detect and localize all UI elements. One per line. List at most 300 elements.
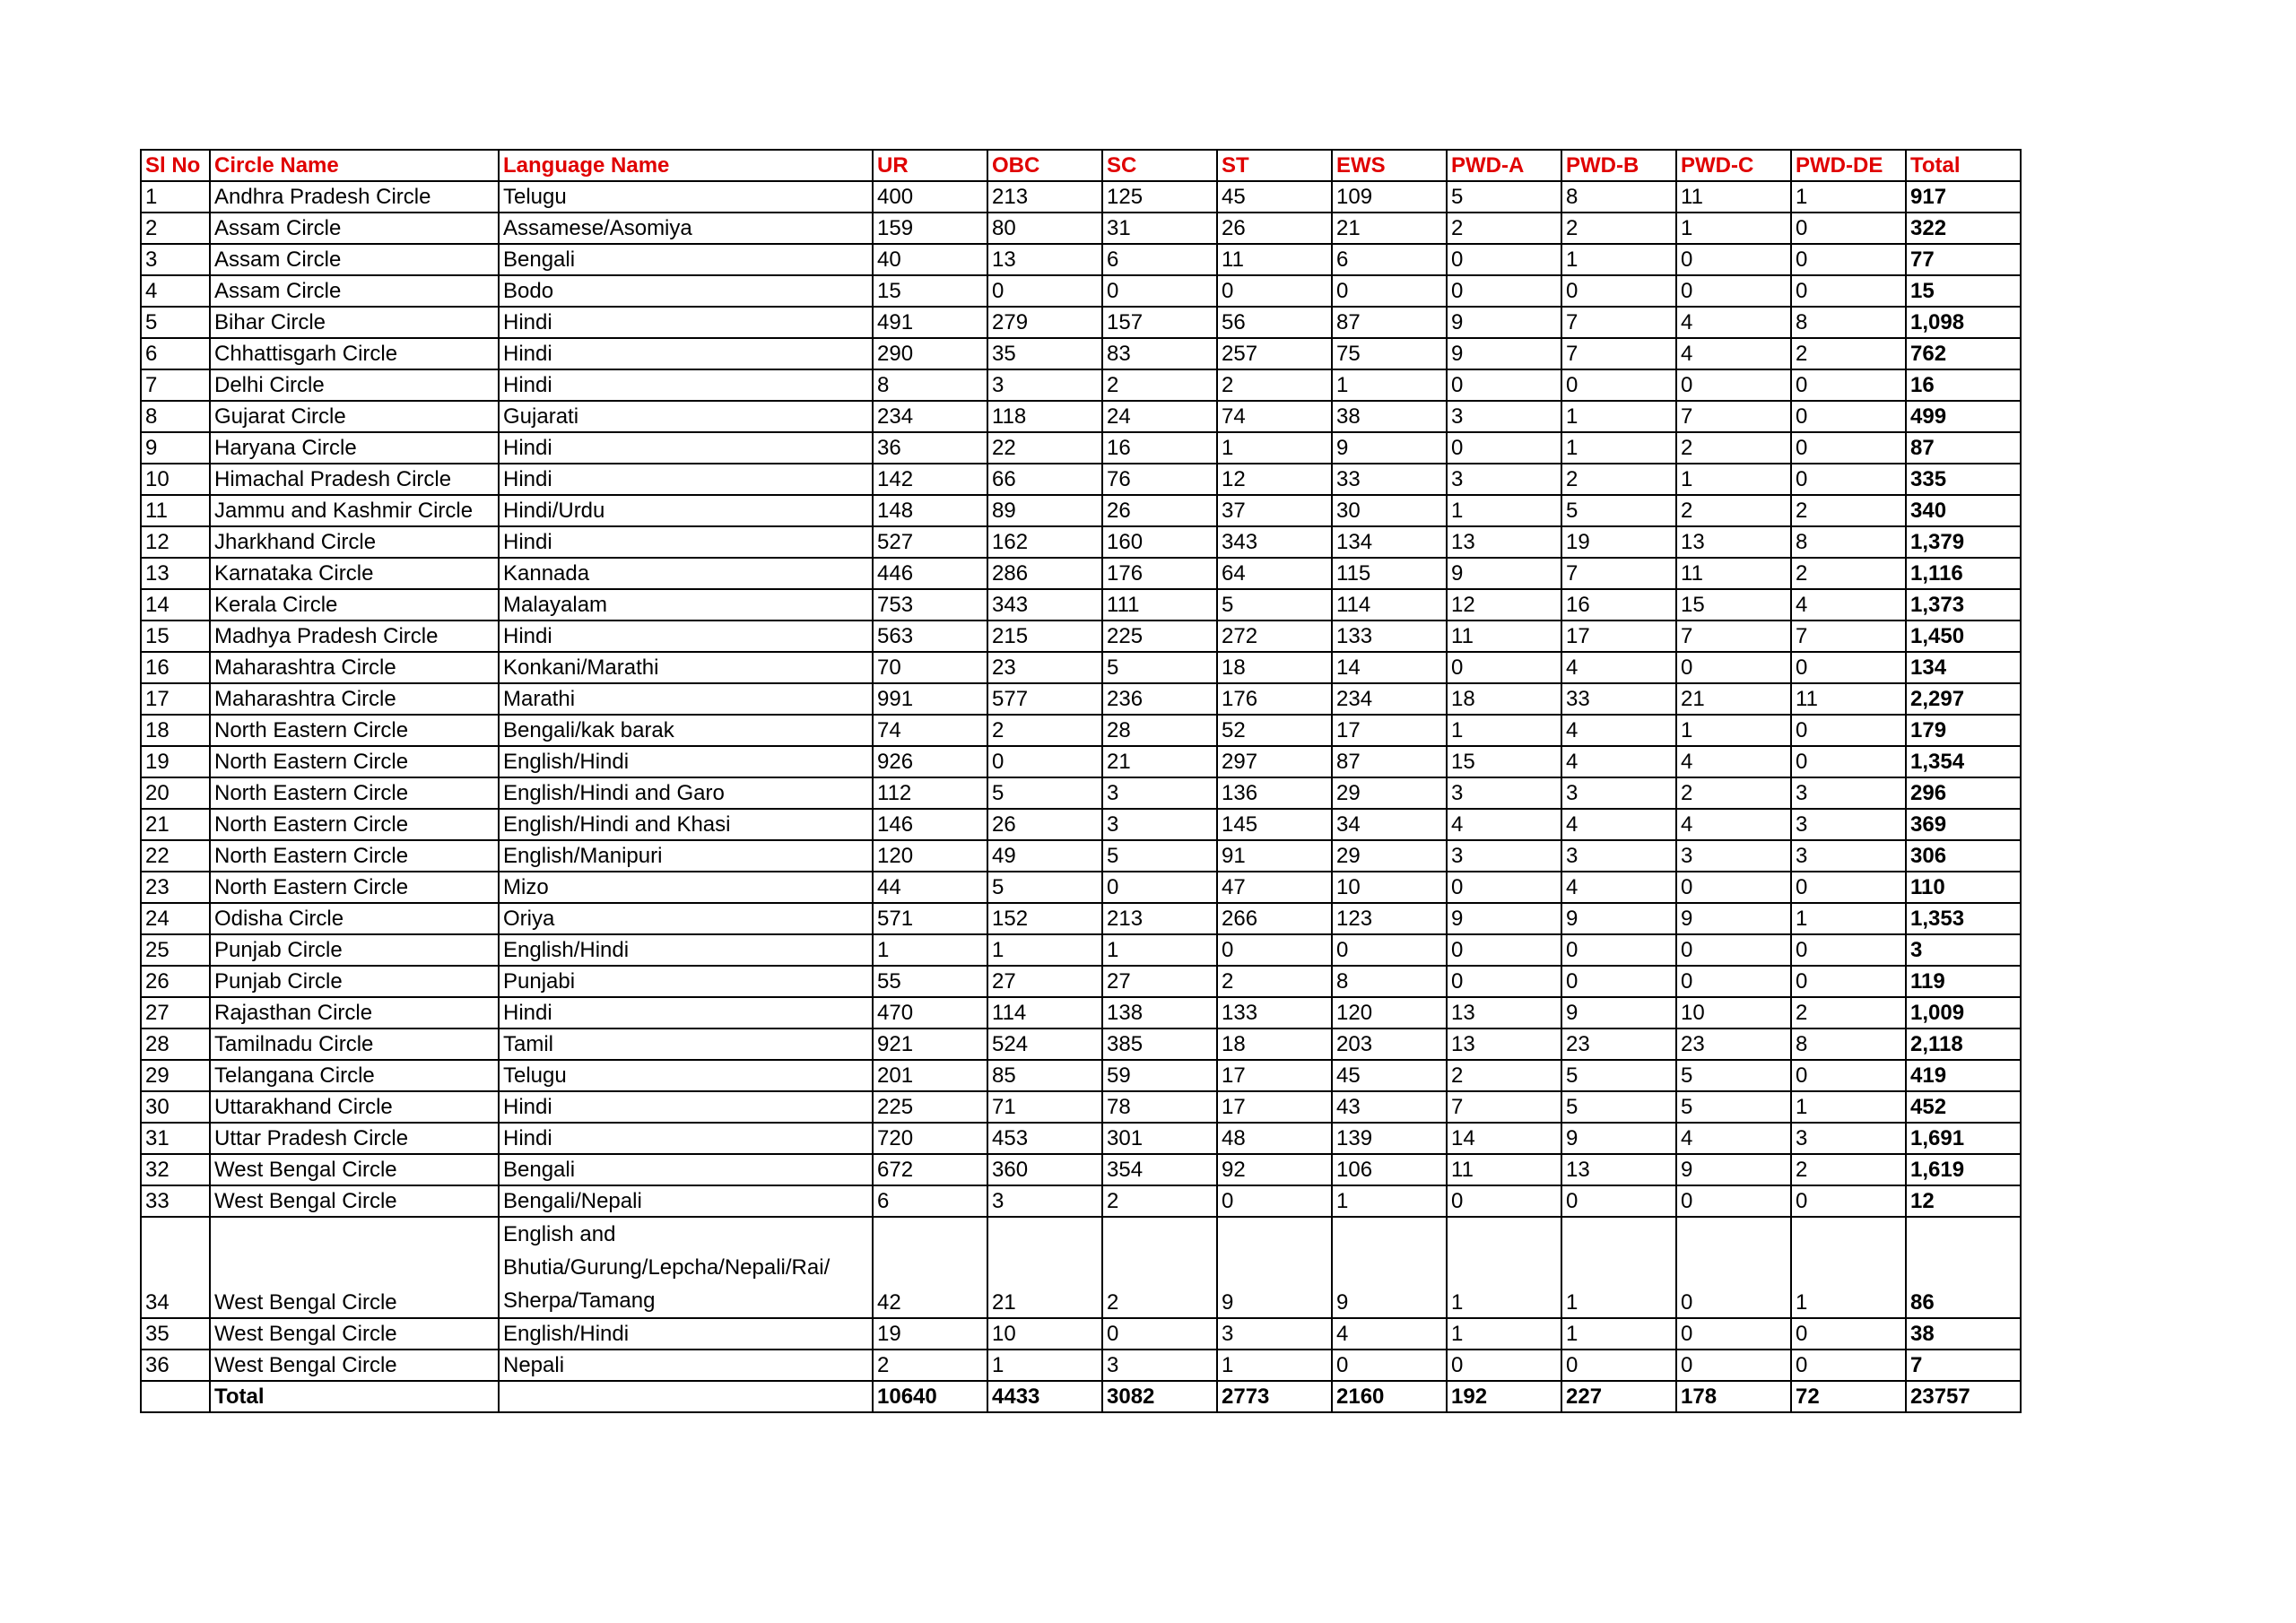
ews-cell: 75 — [1332, 338, 1447, 369]
pwd-de-cell: 72 — [1791, 1381, 1906, 1412]
pwd-c-cell: 2 — [1676, 495, 1791, 526]
header-circle-name: Circle Name — [210, 150, 499, 181]
pwd-a-cell: 9 — [1447, 558, 1561, 589]
total-cell: 1,691 — [1906, 1123, 2021, 1154]
total-cell: 1,450 — [1906, 621, 2021, 652]
st-cell: 297 — [1217, 746, 1332, 777]
sc-cell: 213 — [1102, 903, 1217, 934]
ur-cell: 120 — [873, 840, 987, 872]
header-pwd-b: PWD-B — [1561, 150, 1676, 181]
circle-name-cell: Kerala Circle — [210, 589, 499, 621]
pwd-c-cell: 10 — [1676, 997, 1791, 1028]
st-cell: 2 — [1217, 369, 1332, 401]
sc-cell: 0 — [1102, 1318, 1217, 1350]
header-pwd-a: PWD-A — [1447, 150, 1561, 181]
ur-cell: 491 — [873, 307, 987, 338]
pwd-a-cell: 0 — [1447, 1185, 1561, 1217]
pwd-c-cell: 178 — [1676, 1381, 1791, 1412]
circle-name-cell: North Eastern Circle — [210, 715, 499, 746]
st-cell: 17 — [1217, 1091, 1332, 1123]
pwd-de-cell: 3 — [1791, 777, 1906, 809]
pwd-a-cell: 13 — [1447, 1028, 1561, 1060]
ur-cell: 400 — [873, 181, 987, 213]
pwd-c-cell: 1 — [1676, 213, 1791, 244]
st-cell: 272 — [1217, 621, 1332, 652]
header-pwd-c: PWD-C — [1676, 150, 1791, 181]
language-name-cell: Oriya — [499, 903, 873, 934]
ur-cell: 55 — [873, 966, 987, 997]
sl-no-cell: 17 — [141, 683, 210, 715]
table-row — [141, 1060, 2021, 1091]
pwd-b-cell: 2 — [1561, 464, 1676, 495]
st-cell: 12 — [1217, 464, 1332, 495]
pwd-a-cell: 9 — [1447, 903, 1561, 934]
ur-cell: 672 — [873, 1154, 987, 1185]
pwd-b-cell: 2 — [1561, 213, 1676, 244]
obc-cell: 10 — [987, 1318, 1102, 1350]
total-cell: 335 — [1906, 464, 2021, 495]
ur-cell: 44 — [873, 872, 987, 903]
pwd-a-cell: 1 — [1447, 1217, 1561, 1318]
ur-cell: 753 — [873, 589, 987, 621]
table-row — [141, 809, 2021, 840]
st-cell: 0 — [1217, 1185, 1332, 1217]
st-cell: 26 — [1217, 213, 1332, 244]
circle-name-cell: Rajasthan Circle — [210, 997, 499, 1028]
ur-cell: 225 — [873, 1091, 987, 1123]
pwd-de-cell: 0 — [1791, 275, 1906, 307]
circle-name-cell: Himachal Pradesh Circle — [210, 464, 499, 495]
sl-no-cell: 27 — [141, 997, 210, 1028]
pwd-c-cell: 23 — [1676, 1028, 1791, 1060]
pwd-b-cell: 0 — [1561, 934, 1676, 966]
pwd-de-cell: 2 — [1791, 1154, 1906, 1185]
pwd-de-cell: 0 — [1791, 213, 1906, 244]
pwd-b-cell: 13 — [1561, 1154, 1676, 1185]
st-cell: 56 — [1217, 307, 1332, 338]
pwd-a-cell: 13 — [1447, 526, 1561, 558]
sl-no-cell: 16 — [141, 652, 210, 683]
obc-cell: 213 — [987, 181, 1102, 213]
pwd-b-cell: 5 — [1561, 1091, 1676, 1123]
ews-cell: 114 — [1332, 589, 1447, 621]
pwd-de-cell: 0 — [1791, 934, 1906, 966]
pwd-de-cell: 0 — [1791, 464, 1906, 495]
pwd-b-cell: 1 — [1561, 1318, 1676, 1350]
circle-name-cell: Uttar Pradesh Circle — [210, 1123, 499, 1154]
table-row — [141, 997, 2021, 1028]
sl-no-cell: 33 — [141, 1185, 210, 1217]
ews-cell: 87 — [1332, 307, 1447, 338]
total-cell: 1,353 — [1906, 903, 2021, 934]
circle-name-cell: Madhya Pradesh Circle — [210, 621, 499, 652]
pwd-c-cell: 1 — [1676, 464, 1791, 495]
pwd-de-cell: 0 — [1791, 872, 1906, 903]
ews-cell: 109 — [1332, 181, 1447, 213]
circle-name-cell: Jharkhand Circle — [210, 526, 499, 558]
pwd-a-cell: 9 — [1447, 307, 1561, 338]
total-cell: 2,297 — [1906, 683, 2021, 715]
ews-cell: 106 — [1332, 1154, 1447, 1185]
language-name-cell: Hindi — [499, 432, 873, 464]
sc-cell: 385 — [1102, 1028, 1217, 1060]
sc-cell: 225 — [1102, 621, 1217, 652]
st-cell: 145 — [1217, 809, 1332, 840]
pwd-de-cell: 0 — [1791, 652, 1906, 683]
sc-cell: 21 — [1102, 746, 1217, 777]
total-cell: 1,619 — [1906, 1154, 2021, 1185]
pwd-de-cell: 1 — [1791, 903, 1906, 934]
sc-cell: 28 — [1102, 715, 1217, 746]
pwd-de-cell: 3 — [1791, 840, 1906, 872]
pwd-de-cell: 8 — [1791, 526, 1906, 558]
total-cell: 16 — [1906, 369, 2021, 401]
ur-cell: 8 — [873, 369, 987, 401]
pwd-c-cell: 4 — [1676, 338, 1791, 369]
sl-no-cell: 19 — [141, 746, 210, 777]
st-cell: 52 — [1217, 715, 1332, 746]
language-name-cell: Kannada — [499, 558, 873, 589]
circle-name-cell: Tamilnadu Circle — [210, 1028, 499, 1060]
st-cell: 1 — [1217, 1350, 1332, 1381]
ews-cell: 38 — [1332, 401, 1447, 432]
obc-cell: 22 — [987, 432, 1102, 464]
language-name-cell: English/Hindi and Khasi — [499, 809, 873, 840]
st-cell: 17 — [1217, 1060, 1332, 1091]
total-cell: 2,118 — [1906, 1028, 2021, 1060]
header-st: ST — [1217, 150, 1332, 181]
pwd-b-cell: 7 — [1561, 338, 1676, 369]
ews-cell: 0 — [1332, 934, 1447, 966]
pwd-b-cell: 0 — [1561, 369, 1676, 401]
table-row — [141, 526, 2021, 558]
sl-no-cell: 10 — [141, 464, 210, 495]
pwd-a-cell: 1 — [1447, 715, 1561, 746]
language-name-cell: Hindi — [499, 997, 873, 1028]
sl-no-cell: 18 — [141, 715, 210, 746]
total-cell: 1,373 — [1906, 589, 2021, 621]
language-name-cell: Hindi — [499, 464, 873, 495]
table-row — [141, 1154, 2021, 1185]
st-cell: 266 — [1217, 903, 1332, 934]
circle-name-cell: West Bengal Circle — [210, 1185, 499, 1217]
ur-cell: 571 — [873, 903, 987, 934]
header-obc: OBC — [987, 150, 1102, 181]
pwd-b-cell: 0 — [1561, 966, 1676, 997]
obc-cell: 118 — [987, 401, 1102, 432]
pwd-de-cell: 0 — [1791, 1060, 1906, 1091]
st-cell: 74 — [1217, 401, 1332, 432]
total-cell: 340 — [1906, 495, 2021, 526]
pwd-c-cell: 0 — [1676, 872, 1791, 903]
sl-no-cell: 30 — [141, 1091, 210, 1123]
sl-no-cell: 12 — [141, 526, 210, 558]
ur-cell: 290 — [873, 338, 987, 369]
pwd-c-cell: 9 — [1676, 903, 1791, 934]
obc-cell: 13 — [987, 244, 1102, 275]
sc-cell: 0 — [1102, 872, 1217, 903]
pwd-de-cell: 7 — [1791, 621, 1906, 652]
obc-cell: 453 — [987, 1123, 1102, 1154]
table-row — [141, 746, 2021, 777]
total-cell: 38 — [1906, 1318, 2021, 1350]
pwd-c-cell: 5 — [1676, 1060, 1791, 1091]
ews-cell: 9 — [1332, 432, 1447, 464]
pwd-a-cell: 4 — [1447, 809, 1561, 840]
pwd-a-cell: 0 — [1447, 872, 1561, 903]
table-row — [141, 1185, 2021, 1217]
table-row — [141, 558, 2021, 589]
total-cell: 419 — [1906, 1060, 2021, 1091]
pwd-c-cell: 11 — [1676, 181, 1791, 213]
ews-cell: 134 — [1332, 526, 1447, 558]
sc-cell: 5 — [1102, 840, 1217, 872]
pwd-c-cell: 0 — [1676, 1185, 1791, 1217]
total-cell: 3 — [1906, 934, 2021, 966]
pwd-c-cell: 0 — [1676, 1217, 1791, 1318]
st-cell: 64 — [1217, 558, 1332, 589]
pwd-a-cell: 0 — [1447, 432, 1561, 464]
sl-no-cell: 24 — [141, 903, 210, 934]
table-row — [141, 683, 2021, 715]
ur-cell: 19 — [873, 1318, 987, 1350]
language-name-cell: Bengali/kak barak — [499, 715, 873, 746]
total-cell: 452 — [1906, 1091, 2021, 1123]
ews-cell: 30 — [1332, 495, 1447, 526]
st-cell: 5 — [1217, 589, 1332, 621]
pwd-b-cell: 33 — [1561, 683, 1676, 715]
obc-cell: 286 — [987, 558, 1102, 589]
circle-name-cell: Haryana Circle — [210, 432, 499, 464]
table-row — [141, 244, 2021, 275]
st-cell: 18 — [1217, 1028, 1332, 1060]
pwd-b-cell: 7 — [1561, 558, 1676, 589]
obc-cell: 279 — [987, 307, 1102, 338]
ews-cell: 2160 — [1332, 1381, 1447, 1412]
sl-no-cell: 20 — [141, 777, 210, 809]
obc-cell: 2 — [987, 715, 1102, 746]
ur-cell: 148 — [873, 495, 987, 526]
language-name-cell: Punjabi — [499, 966, 873, 997]
ews-cell: 43 — [1332, 1091, 1447, 1123]
sl-no-cell: 26 — [141, 966, 210, 997]
sc-cell: 3 — [1102, 777, 1217, 809]
obc-cell: 23 — [987, 652, 1102, 683]
ur-cell: 201 — [873, 1060, 987, 1091]
ur-cell: 159 — [873, 213, 987, 244]
total-cell: 1,116 — [1906, 558, 2021, 589]
obc-cell: 27 — [987, 966, 1102, 997]
sc-cell: 160 — [1102, 526, 1217, 558]
pwd-c-cell: 4 — [1676, 809, 1791, 840]
language-name-cell: Tamil — [499, 1028, 873, 1060]
pwd-c-cell: 0 — [1676, 966, 1791, 997]
pwd-b-cell: 1 — [1561, 432, 1676, 464]
table-row — [141, 464, 2021, 495]
sl-no-cell: 11 — [141, 495, 210, 526]
sl-no-cell: 29 — [141, 1060, 210, 1091]
pwd-c-cell: 11 — [1676, 558, 1791, 589]
total-cell: 762 — [1906, 338, 2021, 369]
sl-no-cell: 13 — [141, 558, 210, 589]
language-name-cell: English/Manipuri — [499, 840, 873, 872]
obc-cell: 162 — [987, 526, 1102, 558]
circle-name-cell: Odisha Circle — [210, 903, 499, 934]
ews-cell: 87 — [1332, 746, 1447, 777]
pwd-a-cell: 2 — [1447, 1060, 1561, 1091]
pwd-c-cell: 9 — [1676, 1154, 1791, 1185]
language-name-cell: English/Hindi — [499, 1318, 873, 1350]
pwd-c-cell: 0 — [1676, 275, 1791, 307]
sl-no-cell: 6 — [141, 338, 210, 369]
circle-name-cell: Punjab Circle — [210, 934, 499, 966]
ur-cell: 42 — [873, 1217, 987, 1318]
pwd-a-cell: 192 — [1447, 1381, 1561, 1412]
pwd-c-cell: 15 — [1676, 589, 1791, 621]
ur-cell: 446 — [873, 558, 987, 589]
sl-no-cell: 9 — [141, 432, 210, 464]
ur-cell: 720 — [873, 1123, 987, 1154]
st-cell: 47 — [1217, 872, 1332, 903]
language-name-cell: Assamese/Asomiya — [499, 213, 873, 244]
obc-cell: 0 — [987, 746, 1102, 777]
total-cell: 119 — [1906, 966, 2021, 997]
obc-cell: 26 — [987, 809, 1102, 840]
pwd-de-cell: 1 — [1791, 181, 1906, 213]
obc-cell: 5 — [987, 777, 1102, 809]
sl-no-cell — [141, 1381, 210, 1412]
total-cell: 1,354 — [1906, 746, 2021, 777]
st-cell: 1 — [1217, 432, 1332, 464]
st-cell: 133 — [1217, 997, 1332, 1028]
obc-cell: 5 — [987, 872, 1102, 903]
table-row — [141, 621, 2021, 652]
st-cell: 0 — [1217, 275, 1332, 307]
sc-cell: 0 — [1102, 275, 1217, 307]
circle-name-cell: West Bengal Circle — [210, 1350, 499, 1381]
language-name-cell: Hindi — [499, 621, 873, 652]
pwd-b-cell: 7 — [1561, 307, 1676, 338]
total-cell: 134 — [1906, 652, 2021, 683]
circle-name-cell: North Eastern Circle — [210, 809, 499, 840]
sc-cell: 2 — [1102, 1185, 1217, 1217]
pwd-b-cell: 4 — [1561, 809, 1676, 840]
table-row — [141, 275, 2021, 307]
total-cell: 23757 — [1906, 1381, 2021, 1412]
pwd-de-cell: 11 — [1791, 683, 1906, 715]
ur-cell: 991 — [873, 683, 987, 715]
pwd-a-cell: 0 — [1447, 275, 1561, 307]
pwd-a-cell: 0 — [1447, 369, 1561, 401]
total-cell: 1,098 — [1906, 307, 2021, 338]
obc-cell: 215 — [987, 621, 1102, 652]
circle-name-cell: North Eastern Circle — [210, 840, 499, 872]
language-name-cell: English/Hindi and Garo — [499, 777, 873, 809]
pwd-a-cell: 15 — [1447, 746, 1561, 777]
st-cell: 11 — [1217, 244, 1332, 275]
ews-cell: 17 — [1332, 715, 1447, 746]
sl-no-cell: 23 — [141, 872, 210, 903]
st-cell: 0 — [1217, 934, 1332, 966]
pwd-b-cell: 9 — [1561, 997, 1676, 1028]
sl-no-cell: 34 — [141, 1217, 210, 1318]
total-cell: 87 — [1906, 432, 2021, 464]
ews-cell: 34 — [1332, 809, 1447, 840]
st-cell: 91 — [1217, 840, 1332, 872]
language-name-line: Bhutia/Gurung/Lepcha/Nepali/Rai/ — [503, 1255, 831, 1280]
st-cell: 37 — [1217, 495, 1332, 526]
ews-cell: 33 — [1332, 464, 1447, 495]
pwd-de-cell: 3 — [1791, 1123, 1906, 1154]
language-name-cell: Hindi — [499, 338, 873, 369]
pwd-a-cell: 1 — [1447, 495, 1561, 526]
language-name-line: Sherpa/Tamang — [503, 1289, 656, 1313]
pwd-de-cell: 2 — [1791, 558, 1906, 589]
table-row — [141, 1028, 2021, 1060]
pwd-a-cell: 11 — [1447, 1154, 1561, 1185]
st-cell: 45 — [1217, 181, 1332, 213]
pwd-b-cell: 3 — [1561, 777, 1676, 809]
ews-cell: 234 — [1332, 683, 1447, 715]
ews-cell: 14 — [1332, 652, 1447, 683]
language-name-cell: Hindi/Urdu — [499, 495, 873, 526]
pwd-c-cell: 0 — [1676, 244, 1791, 275]
pwd-de-cell: 1 — [1791, 1091, 1906, 1123]
pwd-c-cell: 2 — [1676, 432, 1791, 464]
pwd-c-cell: 4 — [1676, 307, 1791, 338]
pwd-c-cell: 0 — [1676, 1350, 1791, 1381]
total-cell: 296 — [1906, 777, 2021, 809]
pwd-b-cell: 227 — [1561, 1381, 1676, 1412]
sc-cell: 3 — [1102, 1350, 1217, 1381]
language-name-cell: English/Hindi — [499, 934, 873, 966]
sc-cell: 76 — [1102, 464, 1217, 495]
st-cell: 9 — [1217, 1217, 1332, 1318]
language-name-line: English and — [503, 1222, 616, 1246]
language-name-cell: Hindi — [499, 1091, 873, 1123]
sc-cell: 2 — [1102, 369, 1217, 401]
total-cell: 499 — [1906, 401, 2021, 432]
pwd-b-cell: 9 — [1561, 903, 1676, 934]
ews-cell: 29 — [1332, 777, 1447, 809]
obc-cell: 49 — [987, 840, 1102, 872]
sc-cell: 16 — [1102, 432, 1217, 464]
total-cell: 322 — [1906, 213, 2021, 244]
sc-cell: 31 — [1102, 213, 1217, 244]
pwd-b-cell: 5 — [1561, 1060, 1676, 1091]
pwd-c-cell: 4 — [1676, 1123, 1791, 1154]
obc-cell: 4433 — [987, 1381, 1102, 1412]
ur-cell: 74 — [873, 715, 987, 746]
pwd-de-cell: 0 — [1791, 966, 1906, 997]
pwd-b-cell: 1 — [1561, 1217, 1676, 1318]
obc-cell: 114 — [987, 997, 1102, 1028]
circle-name-cell: Gujarat Circle — [210, 401, 499, 432]
table-row — [141, 495, 2021, 526]
pwd-a-cell: 7 — [1447, 1091, 1561, 1123]
ur-cell: 234 — [873, 401, 987, 432]
pwd-a-cell: 14 — [1447, 1123, 1561, 1154]
total-cell: 1,009 — [1906, 997, 2021, 1028]
circle-name-cell: West Bengal Circle — [210, 1217, 499, 1318]
table-row — [141, 338, 2021, 369]
pwd-c-cell: 0 — [1676, 652, 1791, 683]
sc-cell: 3 — [1102, 809, 1217, 840]
pwd-b-cell: 16 — [1561, 589, 1676, 621]
ur-cell: 563 — [873, 621, 987, 652]
pwd-c-cell: 4 — [1676, 746, 1791, 777]
ews-cell: 0 — [1332, 275, 1447, 307]
